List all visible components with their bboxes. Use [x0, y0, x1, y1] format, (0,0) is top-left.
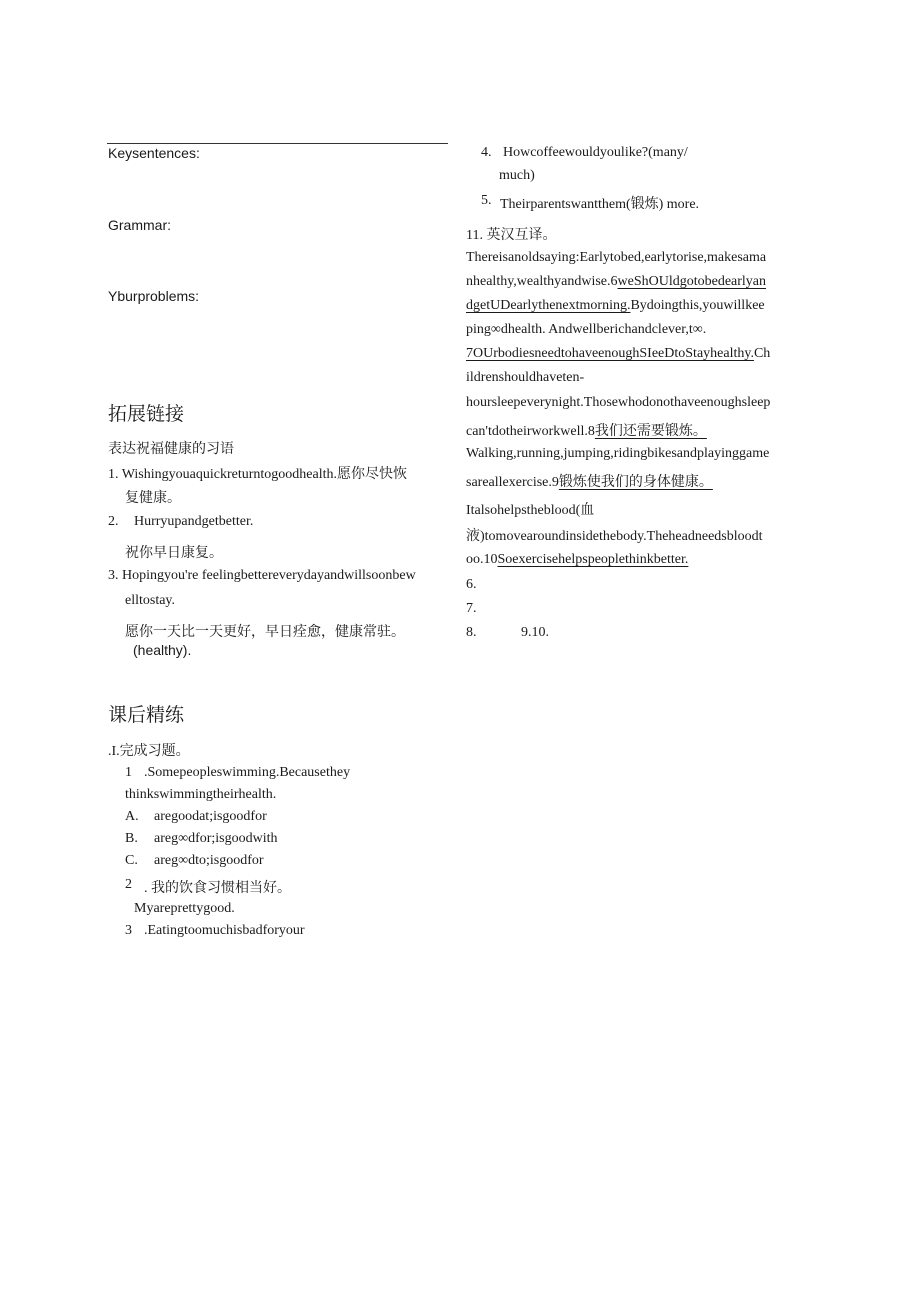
idiom-1-line-1: 1. Wishingyouaquickreturntogoodhealth.愿你尽快恢	[108, 467, 407, 482]
question-4-line-2: much)	[499, 168, 535, 183]
question-5-text: Theirparentswantthem(锻炼) more.	[500, 197, 700, 212]
passage-line-7: hoursleepeverynight.Thosewhodonothaveenoughsleep	[466, 395, 771, 410]
answer-7: 7.	[466, 601, 477, 616]
question-2-english: Myareprettygood.	[134, 901, 235, 916]
question-3-english: .Eatingtoomuchisbadforyour	[144, 923, 305, 938]
passage-text: sareallexercise.9	[466, 475, 559, 490]
passage-text: oo.10	[466, 552, 498, 567]
passage-line-12: 液)tomovearoundinsidethebody.Theheadneedsbloodt	[466, 529, 763, 544]
question-4-number: 4.	[481, 145, 492, 160]
option-c-label: C.	[125, 853, 138, 868]
problems-label: Yburproblems:	[108, 288, 200, 304]
translation-blank-9: 锻炼使我们的身体健康。	[558, 475, 713, 490]
answer-8: 8.	[466, 625, 477, 640]
passage-text: can'tdotheirworkwell.8	[466, 424, 595, 439]
header-rule	[107, 143, 448, 144]
idiom-3-line-2: elltostay.	[125, 593, 176, 608]
option-b-label: B.	[125, 831, 138, 846]
question-1-number: 1	[125, 765, 132, 780]
grammar-label: Grammar:	[108, 217, 171, 233]
question-3-number: 3	[125, 923, 132, 938]
answer-6: 6.	[466, 577, 477, 592]
idiom-1-line-2: 复健康。	[125, 491, 181, 506]
exercise-part-1: .I.完成习题。	[108, 744, 190, 759]
passage-line-2	[466, 274, 766, 290]
translation-blank-7: 7OUrbodiesneedtohaveenoughSIeeDtoStayhealthy.	[466, 346, 754, 361]
passage-text: Ch	[753, 346, 771, 361]
idiom-2-english: Hurryupandgetbetter.	[134, 514, 254, 529]
answer-9-10: 9.10.	[521, 625, 549, 640]
question-5-number: 5.	[481, 193, 492, 208]
passage-line-6: ildrenshouldhaveten-	[466, 370, 585, 385]
passage-line-11: Italsohelpstheblood(血	[466, 503, 595, 518]
section-11-heading: 11. 英汉互译。	[466, 228, 557, 243]
exercise-heading: 课后精练	[108, 704, 185, 726]
question-2-number: 2	[125, 877, 132, 892]
idiom-3-line-1: 3. Hopingyou're feelingbettereverydayandwillsoonbew	[108, 568, 416, 583]
translation-blank-6-cont: dgetUDearlythenextmorning.	[466, 298, 631, 313]
idiom-3-chinese: 愿你一天比一天更好，早日痊愈，健康常驻。	[125, 625, 405, 640]
passage-line-1: Thereisanoldsaying:Earlytobed,earlytorise,makesama	[466, 250, 767, 265]
passage-line-13	[466, 552, 688, 568]
idiom-2-number: 2.	[108, 514, 119, 529]
idiom-3-note: (healthy).	[133, 642, 192, 658]
passage-text: Bydoingthis,youwillkee	[630, 298, 765, 313]
key-sentences-label: Keysentences:	[108, 145, 200, 161]
question-1-line-1: .Somepeopleswimming.Becausethey	[144, 765, 351, 780]
extension-intro: 表达祝福健康的习语	[108, 442, 234, 457]
idiom-2-chinese: 祝你早日康复。	[125, 546, 223, 561]
translation-blank-6: weShOUldgotobedearlyan	[617, 274, 767, 289]
option-b-text: areg∞dfor;isgoodwith	[154, 831, 278, 846]
question-4-line-1: Howcoffeewouldyoulike?(many/	[503, 145, 688, 160]
option-a-text: aregoodat;isgoodfor	[154, 809, 267, 824]
question-1-line-2: thinkswimmingtheirhealth.	[125, 787, 277, 802]
translation-blank-8: 我们还需要锻炼。	[594, 424, 707, 439]
passage-line-3	[466, 298, 765, 314]
passage-line-4: ping∞dhealth. Andwellberichandclever,t∞.	[466, 322, 707, 337]
passage-text: nhealthy,wealthyandwise.6	[466, 274, 618, 289]
option-a-label: A.	[125, 809, 139, 824]
passage-line-5	[466, 346, 770, 362]
translation-blank-10: Soexercisehelpspeoplethinkbetter.	[497, 552, 689, 567]
passage-line-9: Walking,running,jumping,ridingbikesandplayinggame	[466, 446, 770, 461]
passage-line-10	[466, 471, 713, 491]
option-c-text: areg∞dto;isgoodfor	[154, 853, 264, 868]
extension-heading: 拓展链接	[108, 403, 185, 425]
passage-line-8	[466, 420, 707, 440]
question-2-chinese: . 我的饮食习惯相当好。	[144, 881, 291, 896]
